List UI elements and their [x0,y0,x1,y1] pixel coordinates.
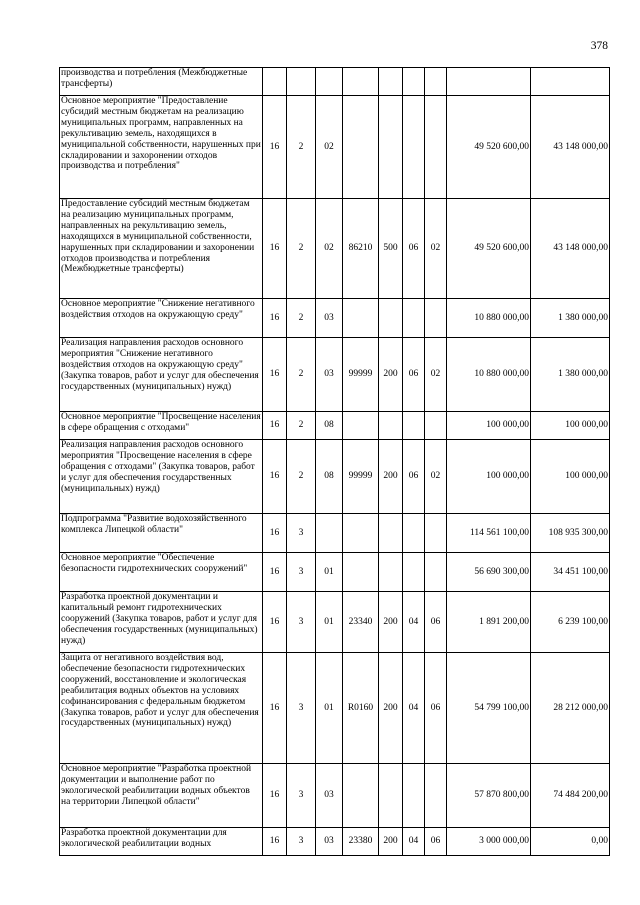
code-subsection [425,764,447,828]
table-row [60,653,610,764]
table-row [60,412,610,440]
code-direction: 99999 [343,338,379,412]
table-row [60,96,610,199]
row-description: Реализация направления расходов основного мероприятия "Снижение негативного воздействия отходов на окружающую среду" (Закупка товаров, работ и услуг для обеспечения государственных (муниципальных) нужд) [60,338,263,412]
code-subprogram: 2 [287,299,316,338]
code-expense-type: 200 [379,828,403,856]
code-activity: 01 [316,653,343,764]
code-expense-type [379,299,403,338]
code-subsection [425,553,447,592]
code-program: 16 [263,514,287,553]
code-section [403,412,425,440]
code-subprogram: 2 [287,96,316,199]
code-section: 06 [403,440,425,514]
table-row [60,299,610,338]
row-description: Основное мероприятие "Просвещение населения в сфере обращения с отходами" [60,412,263,440]
table-body [60,68,610,856]
table-row [60,828,610,856]
code-subsection: 06 [425,828,447,856]
code-section: 04 [403,592,425,653]
row-description: Защита от негативного воздействия вод, обеспечение безопасности гидротехнических сооружений, восстановление и экологическая реабилитация водных объектов на условиях софинансирования с федеральным бюджетом (Закупка товаров, работ и услуг для обеспечения государственных (муниципальных) нужд) [60,653,263,764]
code-activity: 08 [316,412,343,440]
row-description: Разработка проектной документации и капитальный ремонт гидротехнических сооружений (Закупка товаров, работ и услуг для обеспечения государственных (муниципальных) нужд) [60,592,263,653]
code-subsection: 02 [425,440,447,514]
code-activity: 02 [316,96,343,199]
code-expense-type: 200 [379,592,403,653]
row-description: Подпрограмма "Развитие водохозяйственного комплекса Липецкой области" [60,514,263,553]
row-description: Основное мероприятие "Снижение негативного воздействия отходов на окружающую среду" [60,299,263,338]
code-direction [343,96,379,199]
code-expense-type [379,68,403,96]
code-activity: 08 [316,440,343,514]
amount-year-1: 114 561 100,00 [447,514,531,553]
code-activity: 03 [316,764,343,828]
code-direction: 86210 [343,199,379,299]
code-program: 16 [263,299,287,338]
code-program: 16 [263,764,287,828]
code-direction [343,514,379,553]
code-activity [316,68,343,96]
code-section [403,68,425,96]
code-expense-type: 200 [379,338,403,412]
table-row [60,440,610,514]
amount-year-2: 100 000,00 [531,412,610,440]
code-program [263,68,287,96]
table-row [60,199,610,299]
code-direction: 23380 [343,828,379,856]
code-section: 06 [403,199,425,299]
page-number: 378 [590,40,608,52]
code-subprogram: 3 [287,764,316,828]
code-expense-type: 200 [379,653,403,764]
row-description: Разработка проектной документации для экологической реабилитации водных [60,828,263,856]
code-expense-type: 200 [379,440,403,514]
amount-year-2: 34 451 100,00 [531,553,610,592]
code-program: 16 [263,553,287,592]
amount-year-1: 100 000,00 [447,440,531,514]
code-section [403,96,425,199]
code-program: 16 [263,440,287,514]
code-subsection: 02 [425,338,447,412]
code-expense-type [379,412,403,440]
code-subprogram: 2 [287,412,316,440]
table-row [60,514,610,553]
code-activity: 03 [316,299,343,338]
amount-year-2: 1 380 000,00 [531,299,610,338]
code-direction [343,553,379,592]
code-subsection [425,514,447,553]
code-program: 16 [263,653,287,764]
code-activity: 01 [316,592,343,653]
code-expense-type [379,96,403,199]
code-direction: 99999 [343,440,379,514]
amount-year-2: 28 212 000,00 [531,653,610,764]
code-expense-type [379,514,403,553]
row-description: Основное мероприятие "Предоставление субсидий местным бюджетам на реализацию муниципальных программ, направленных на рекультивацию земель, находящихся в муниципальной собственности, нарушенных при складировании и захоронении отходов производства и потребления" [60,96,263,199]
amount-year-2: 0,00 [531,828,610,856]
code-subprogram: 3 [287,553,316,592]
code-direction: 23340 [343,592,379,653]
code-section [403,764,425,828]
amount-year-1: 56 690 300,00 [447,553,531,592]
code-section: 06 [403,338,425,412]
code-activity: 01 [316,553,343,592]
code-subprogram: 3 [287,514,316,553]
amount-year-2: 1 380 000,00 [531,338,610,412]
amount-year-1 [447,68,531,96]
row-description: Предоставление субсидий местным бюджетам на реализацию муниципальных программ, направленных на рекультивацию земель, находящихся в муниципальной собственности, нарушенных при складировании и захоронении отходов производства и потребления (Межбюджетные трансферты) [60,199,263,299]
code-direction: R0160 [343,653,379,764]
amount-year-2: 6 239 100,00 [531,592,610,653]
table-row [60,764,610,828]
code-section: 04 [403,828,425,856]
amount-year-1: 57 870 800,00 [447,764,531,828]
code-program: 16 [263,199,287,299]
amount-year-1: 54 799 100,00 [447,653,531,764]
amount-year-2: 43 148 000,00 [531,96,610,199]
table-row [60,553,610,592]
code-direction [343,764,379,828]
table-row [60,68,610,96]
amount-year-1: 3 000 000,00 [447,828,531,856]
code-subprogram: 3 [287,653,316,764]
amount-year-2 [531,68,610,96]
code-activity [316,514,343,553]
code-expense-type [379,764,403,828]
code-program: 16 [263,412,287,440]
table-row [60,338,610,412]
budget-table [59,67,610,856]
amount-year-2: 108 935 300,00 [531,514,610,553]
amount-year-1: 10 880 000,00 [447,299,531,338]
amount-year-2: 43 148 000,00 [531,199,610,299]
code-subprogram: 3 [287,828,316,856]
code-subprogram: 3 [287,592,316,653]
code-activity: 02 [316,199,343,299]
code-program: 16 [263,592,287,653]
code-section [403,299,425,338]
code-subprogram: 2 [287,338,316,412]
code-direction [343,299,379,338]
code-subprogram: 2 [287,199,316,299]
amount-year-2: 100 000,00 [531,440,610,514]
code-subsection: 06 [425,592,447,653]
code-section [403,553,425,592]
amount-year-1: 49 520 600,00 [447,96,531,199]
code-section [403,514,425,553]
code-direction [343,412,379,440]
amount-year-1: 10 880 000,00 [447,338,531,412]
amount-year-1: 49 520 600,00 [447,199,531,299]
code-subsection [425,299,447,338]
row-description: Основное мероприятие "Разработка проектной документации и выполнение работ по экологической реабилитации водных объектов на территории Липецкой области" [60,764,263,828]
code-subsection [425,68,447,96]
code-direction [343,68,379,96]
code-subsection: 02 [425,199,447,299]
code-program: 16 [263,96,287,199]
code-subsection [425,96,447,199]
code-section: 04 [403,653,425,764]
table-row [60,592,610,653]
amount-year-1: 1 891 200,00 [447,592,531,653]
amount-year-2: 74 484 200,00 [531,764,610,828]
amount-year-1: 100 000,00 [447,412,531,440]
code-activity: 03 [316,828,343,856]
code-expense-type [379,553,403,592]
code-activity: 03 [316,338,343,412]
code-program: 16 [263,828,287,856]
row-description: Реализация направления расходов основного мероприятия "Просвещение населения в сфере обращения с отходами" (Закупка товаров, работ и услуг для обеспечения государственных (муниципальных) нужд) [60,440,263,514]
row-description: Основное мероприятие "Обеспечение безопасности гидротехнических сооружений" [60,553,263,592]
code-subprogram: 2 [287,440,316,514]
code-program: 16 [263,338,287,412]
code-subsection [425,412,447,440]
code-subprogram [287,68,316,96]
code-expense-type: 500 [379,199,403,299]
row-description: производства и потребления (Межбюджетные трансферты) [60,68,263,96]
code-subsection: 06 [425,653,447,764]
